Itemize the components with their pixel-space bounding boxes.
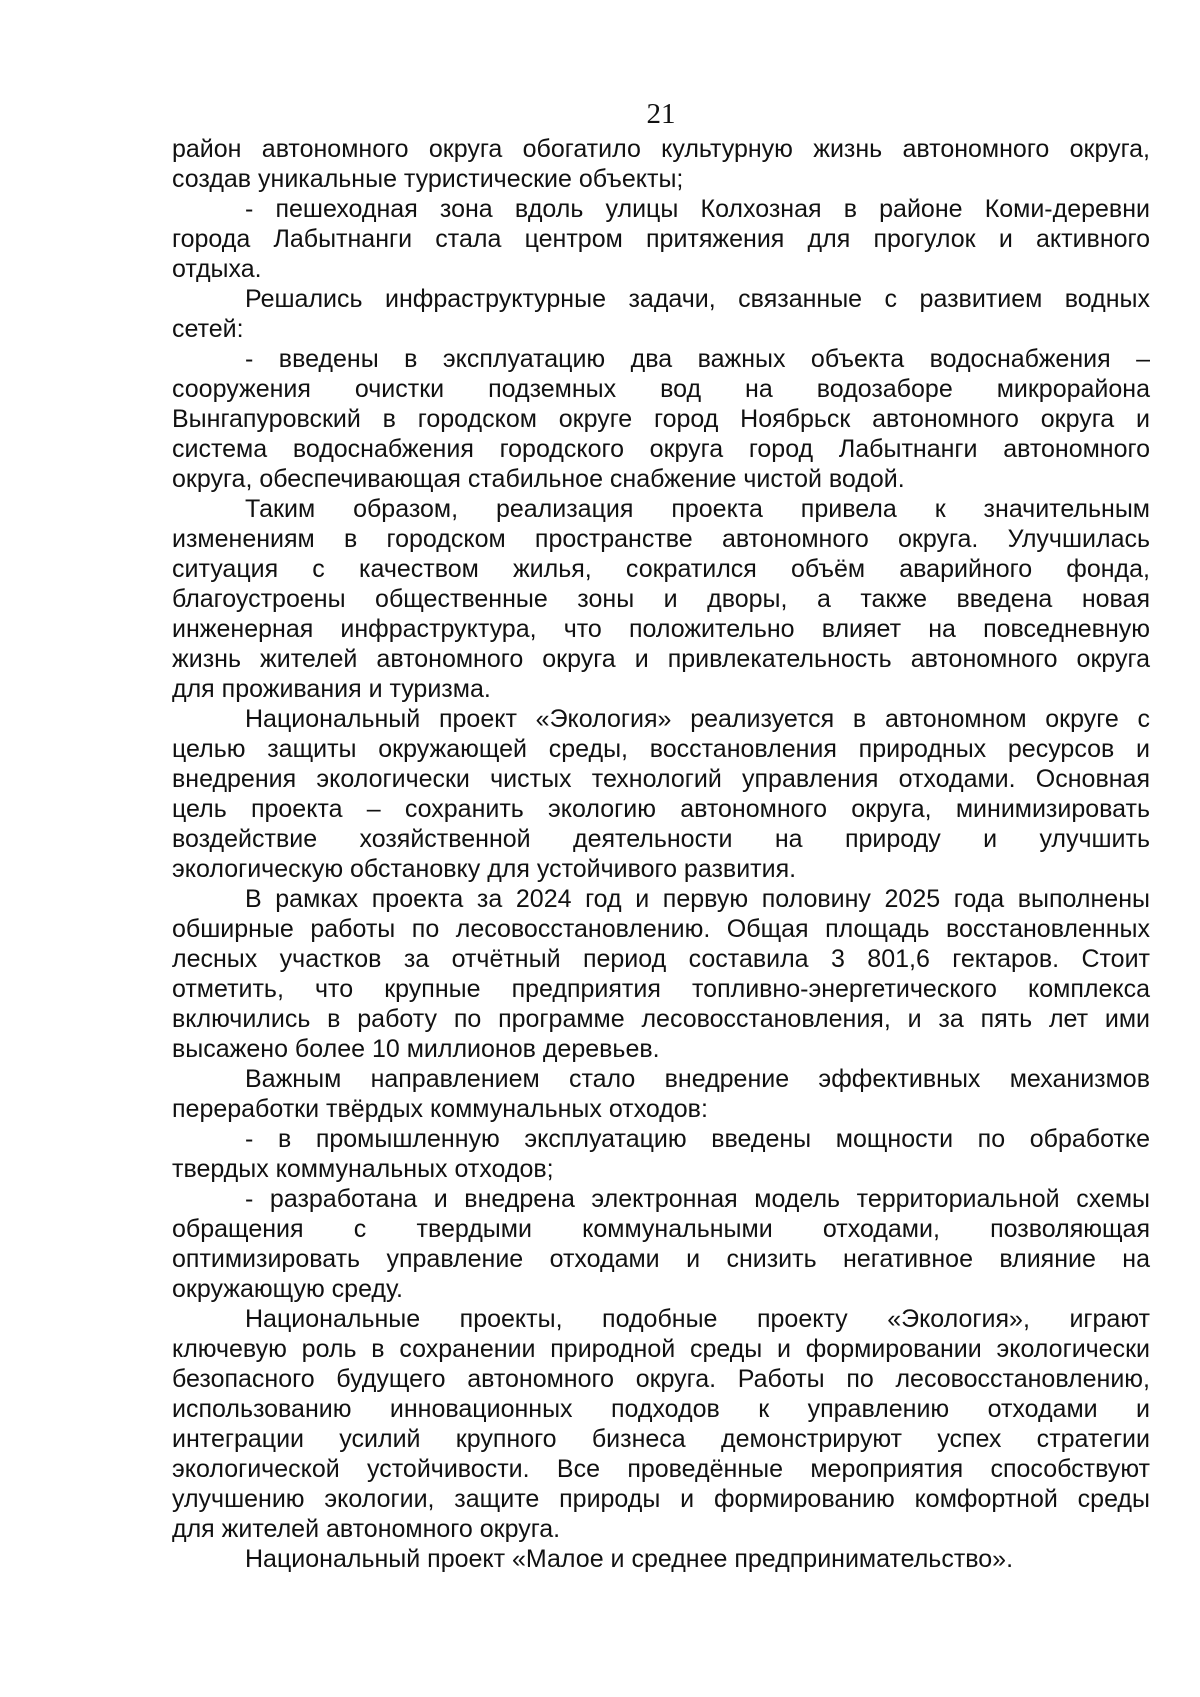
- text-line: сетей:: [172, 315, 244, 343]
- text-line: Таким образом, реализация проекта привела к значительным: [245, 495, 1150, 523]
- document-body: [172, 134, 1150, 1574]
- text-line: цель проекта – сохранить экологию автономного округа, минимизировать: [172, 795, 1150, 823]
- text-line: жизнь жителей автономного округа и привлекательность автономного округа: [172, 645, 1150, 673]
- text-line: Национальный проект «Малое и среднее предпринимательство».: [245, 1545, 1014, 1573]
- text-line: - в промышленную эксплуатацию введены мощности по обработке: [245, 1125, 1150, 1153]
- text-line: благоустроены общественные зоны и дворы, а также введена новая: [172, 585, 1150, 613]
- text-line: обширные работы по лесовосстановлению. Общая площадь восстановленных: [172, 915, 1150, 943]
- paragraph: [172, 1304, 1150, 1544]
- text-line: В рамках проекта за 2024 год и первую половину 2025 года выполнены: [245, 885, 1150, 913]
- paragraph: [172, 494, 1150, 704]
- text-line: отдыха.: [172, 255, 262, 283]
- text-line: высажено более 10 миллионов деревьев.: [172, 1035, 660, 1063]
- text-line: система водоснабжения городского округа город Лабытнанги автономного: [172, 435, 1150, 463]
- paragraph: [172, 1184, 1150, 1304]
- text-line: ключевую роль в сохранении природной среды и формировании экологически: [172, 1335, 1150, 1363]
- paragraph: [172, 1064, 1150, 1124]
- text-line: район автономного округа обогатило культурную жизнь автономного округа,: [172, 135, 1150, 163]
- text-line: Вынгапуровский в городском округе город Ноябрьск автономного округа и: [172, 405, 1150, 433]
- text-line: окружающую среду.: [172, 1275, 403, 1303]
- paragraph: [172, 704, 1150, 884]
- text-line: переработки твёрдых коммунальных отходов:: [172, 1095, 708, 1123]
- text-line: - разработана и внедрена электронная модель территориальной схемы: [245, 1185, 1150, 1213]
- text-line: воздействие хозяйственной деятельности на природу и улучшить: [172, 825, 1150, 853]
- text-line: использованию инновационных подходов к управлению отходами и: [172, 1395, 1150, 1423]
- text-line: изменениям в городском пространстве автономного округа. Улучшилась: [172, 525, 1150, 553]
- text-line: округа, обеспечивающая стабильное снабжение чистой водой.: [172, 465, 905, 493]
- text-line: ситуация с качеством жилья, сократился объём аварийного фонда,: [172, 555, 1150, 583]
- text-line: - пешеходная зона вдоль улицы Колхозная в районе Коми-деревни: [245, 195, 1150, 223]
- paragraph: [172, 1544, 1150, 1574]
- text-line: экологическую обстановку для устойчивого развития.: [172, 855, 797, 883]
- text-line: Решались инфраструктурные задачи, связанные с развитием водных: [245, 285, 1150, 313]
- text-line: инженерная инфраструктура, что положительно влияет на повседневную: [172, 615, 1150, 643]
- paragraph: [172, 194, 1150, 284]
- text-line: безопасного будущего автономного округа. Работы по лесовосстановлению,: [172, 1365, 1150, 1393]
- page-number: 21: [646, 98, 676, 130]
- text-line: отметить, что крупные предприятия топливно-энергетического комплекса: [172, 975, 1150, 1003]
- text-line: Национальные проекты, подобные проекту «Экология», играют: [245, 1305, 1150, 1333]
- text-line: твердых коммунальных отходов;: [172, 1155, 554, 1183]
- text-line: включились в работу по программе лесовосстановления, и за пять лет ими: [172, 1005, 1150, 1033]
- paragraph: [172, 284, 1150, 344]
- text-line: для жителей автономного округа.: [172, 1515, 561, 1543]
- paragraph: [172, 134, 1150, 194]
- text-line: сооружения очистки подземных вод на водозаборе микрорайона: [172, 375, 1150, 403]
- text-line: города Лабытнанги стала центром притяжения для прогулок и активного: [172, 225, 1150, 253]
- paragraph: [172, 344, 1150, 494]
- text-line: оптимизировать управление отходами и снизить негативное влияние на: [172, 1245, 1150, 1273]
- paragraph: [172, 1124, 1150, 1184]
- text-line: внедрения экологически чистых технологий управления отходами. Основная: [172, 765, 1150, 793]
- paragraph: [172, 884, 1150, 1064]
- text-line: создав уникальные туристические объекты;: [172, 165, 684, 193]
- text-line: интеграции усилий крупного бизнеса демонстрируют успех стратегии: [172, 1425, 1150, 1453]
- text-line: для проживания и туризма.: [172, 675, 491, 703]
- text-line: Важным направлением стало внедрение эффективных механизмов: [245, 1065, 1150, 1093]
- text-line: - введены в эксплуатацию два важных объекта водоснабжения –: [245, 345, 1150, 373]
- text-line: целью защиты окружающей среды, восстановления природных ресурсов и: [172, 735, 1150, 763]
- text-line: экологической устойчивости. Все проведённые мероприятия способствуют: [172, 1455, 1150, 1483]
- text-line: лесных участков за отчётный период составила 3 801,6 гектаров. Стоит: [172, 945, 1150, 973]
- text-line: Национальный проект «Экология» реализуется в автономном округе с: [245, 705, 1150, 733]
- text-line: обращения с твердыми коммунальными отходами, позволяющая: [172, 1215, 1150, 1243]
- text-line: улучшению экологии, защите природы и формированию комфортной среды: [172, 1485, 1150, 1513]
